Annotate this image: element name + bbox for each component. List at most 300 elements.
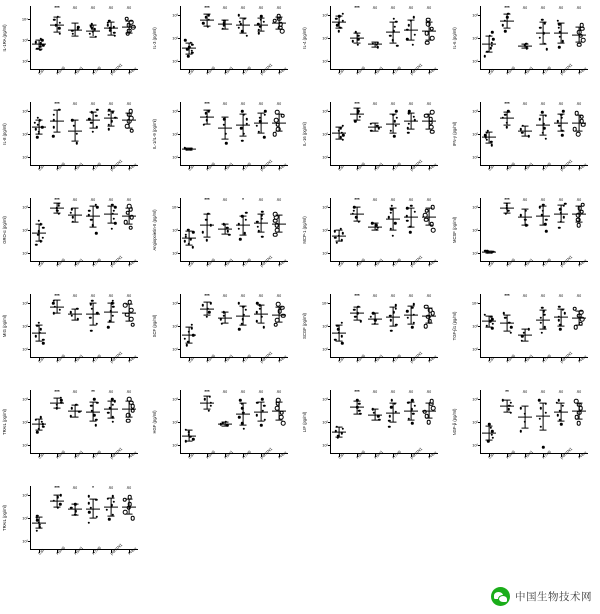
error-bar-cap [486,51,493,52]
data-point [389,35,391,37]
data-point [237,302,239,304]
x-tick-label: H5N1 [223,257,234,268]
data-point [260,424,262,426]
error-bar-cap [72,308,79,309]
error-bar [129,304,130,321]
y-tick-label: 10² [322,419,328,425]
y-tick-mark [478,326,481,327]
data-point [108,518,110,520]
x-tick-label: H5N6 [355,257,366,268]
error-bar-cap [258,421,265,422]
x-tick-label: H7N9 [91,65,102,76]
data-point [491,144,493,146]
significance-label: ns [72,197,78,202]
error-bar [429,208,430,225]
error-bar [111,303,112,322]
y-tick-label: 10¹ [22,154,28,160]
error-bar-cap [426,323,433,324]
y-tick-mark [328,326,331,327]
error-bar [39,224,40,241]
data-point [59,503,61,505]
data-point [342,134,344,136]
data-point [246,118,248,120]
significance-label: ns [126,5,132,10]
x-tick-label: pdH1N1 [109,254,124,268]
error-bar-cap [522,43,529,44]
data-point [107,412,109,414]
x-tick-labels [480,158,588,186]
error-bar [57,300,58,313]
error-bar [561,114,562,131]
data-point [491,31,493,33]
significance-label: ns [540,389,546,394]
error-bar-cap [54,17,61,18]
data-point [184,39,186,41]
significance-label: ns [276,5,282,10]
y-axis-label: IL-4 (pg/ml) [302,27,307,49]
data-point [490,47,492,49]
data-point [92,131,94,133]
error-bar [393,114,394,133]
data-point [395,125,397,127]
error-bar-cap [204,302,211,303]
data-point [202,304,204,306]
x-tick-label: H5N6 [55,257,66,268]
error-bar-cap [186,42,193,43]
error-bar-cap [90,518,97,519]
data-point [209,405,211,407]
data-point [342,232,344,234]
data-point [406,220,408,222]
error-bar-cap [36,49,43,50]
y-tick-mark [478,399,481,400]
significance-label: ns [108,101,114,106]
significance-label: ** [505,389,509,394]
error-bar-cap [204,409,211,410]
data-point [561,134,563,136]
significance-label: ns [240,293,246,298]
y-tick-mark [478,445,481,446]
error-bar [429,403,430,419]
chart-panel [300,96,450,192]
error-bar-cap [540,135,547,136]
significance-label: ns [222,5,228,10]
data-point [192,438,194,440]
y-tick-mark [328,134,331,135]
y-tick-mark [178,38,181,39]
error-bar-cap [540,402,547,403]
error-bar-cap [36,134,43,135]
error-bar [261,18,262,31]
significance-label: ns [276,101,282,106]
error-bar-cap [276,231,283,232]
y-axis-label: MCSF (pg/ml) [452,216,457,244]
error-bar-cap [126,498,133,499]
error-bar-cap [540,225,547,226]
significance-label: ns [126,485,132,490]
error-bar-cap [126,224,133,225]
error-bar-cap [258,322,265,323]
y-axis-label: TRAIL (pg/ml) [2,505,7,531]
error-bar-cap [36,120,43,121]
y-axis-label: IL-8 (pg/ml) [2,123,7,145]
error-bar-cap [540,310,547,311]
error-bar [129,21,130,34]
data-point [263,136,265,138]
error-bar-cap [240,306,247,307]
error-bar [75,405,76,417]
significance-label: ** [91,389,95,394]
data-point [59,33,61,35]
x-tick-label: H5N6 [355,353,366,364]
data-point [485,139,487,141]
error-bar-cap [408,129,415,130]
error-bar-cap [54,397,61,398]
x-axis [330,357,438,358]
error-bar [507,203,508,213]
error-bar-cap [36,324,43,325]
significance-label: ns [390,101,396,106]
data-point [413,16,415,18]
data-point [540,332,542,334]
error-bar-cap [354,413,361,414]
error-bar-cap [36,340,43,341]
x-tick-label: H5N1 [73,65,84,76]
y-tick-label: 10¹ [172,442,178,448]
error-bar [57,495,58,506]
error-bar [261,113,262,132]
data-point [393,135,395,137]
error-bar-cap [108,223,115,224]
significance-label: ns [90,101,96,106]
error-bar-cap [54,132,61,133]
data-point [411,326,413,328]
data-point [88,502,90,504]
data-point [91,300,93,302]
significance-label: *** [354,197,360,202]
error-bar-cap [354,319,361,320]
error-bar-cap [258,113,265,114]
error-bar-cap [486,131,493,132]
x-tick-labels [330,254,438,282]
significance-label: ns [126,197,132,202]
x-tick-labels [480,254,588,282]
x-tick-labels [330,62,438,90]
error-bar-cap [504,27,511,28]
error-bar-cap [258,214,265,215]
data-point [539,425,541,427]
significance-label: *** [504,5,510,10]
x-tick-label: H5N1 [73,353,84,364]
data-point [558,305,560,307]
chart-panel [0,288,150,384]
error-bar [375,409,376,420]
x-axis [180,357,288,358]
significance-label: ns [372,101,378,106]
data-point [521,132,523,134]
error-bar [243,403,244,425]
y-tick-label: 10³ [172,300,178,306]
error-bar-cap [276,419,283,420]
error-bar-cap [576,402,583,403]
data-point [96,109,98,111]
significance-label: ns [258,197,264,202]
error-bar-cap [540,114,547,115]
x-tick-labels [180,350,288,378]
x-axis [330,453,438,454]
error-bar-cap [222,426,229,427]
error-bar-cap [54,407,61,408]
data-point [396,45,398,47]
data-point [358,403,360,405]
significance-label: ns [390,5,396,10]
significance-label: ns [108,485,114,490]
significance-label: ns [540,101,546,106]
x-tick-label: H5N6 [355,161,366,172]
x-tick-label: Ctrl [187,163,195,172]
error-bar-cap [222,28,229,29]
significance-label: ns [72,293,78,298]
y-tick-label: 10¹ [172,154,178,160]
error-bar [39,120,40,134]
y-axis-label: Angiopoietin-II (pg/ml) [152,209,157,251]
y-axis-label: TRAIL (pg/ml) [2,409,7,435]
x-axis [30,261,138,262]
error-bar-cap [426,418,433,419]
error-bar-cap [126,128,133,129]
error-bar [579,206,580,222]
x-tick-label: Pneu [577,353,588,364]
error-bar-cap [426,113,433,114]
error-bar [225,312,226,323]
data-point [394,222,396,224]
x-tick-label: Ctrl [337,67,345,76]
plot-area [471,293,588,358]
significance-label: ns [108,5,114,10]
data-point [130,128,135,133]
chart-panel [450,96,600,192]
error-bar-cap [276,215,283,216]
data-point [238,228,240,230]
significance-label: *** [504,101,510,106]
chart-panel [150,192,300,288]
x-tick-label: Pneu [277,449,288,460]
x-tick-label: H5N6 [205,353,216,364]
error-bar-cap [540,44,547,45]
y-tick-mark [28,19,31,20]
data-point [556,20,558,22]
error-bar [507,112,508,126]
data-point [577,223,582,228]
data-point [483,55,485,57]
y-tick-mark [328,111,331,112]
data-point [112,315,114,317]
y-tick-label: 10³ [172,396,178,402]
data-point [241,140,243,142]
error-bar-cap [90,128,97,129]
x-tick-label: H5N6 [505,65,516,76]
x-axis [330,261,438,262]
data-point [225,142,227,144]
significance-label: ns [408,101,414,106]
error-bar-cap [222,223,229,224]
significance-label: ns [108,197,114,202]
data-point [34,335,36,337]
x-axis [480,261,588,262]
x-tick-label: Pneu [127,161,138,172]
x-tick-label: Ctrl [337,451,345,460]
data-point [128,225,133,230]
x-tick-label: Pneu [127,65,138,76]
error-bar [129,499,130,515]
error-bar-cap [408,306,415,307]
data-point [431,228,436,233]
chart-panel [150,288,300,384]
significance-label: ns [522,5,528,10]
error-bar [339,325,340,341]
error-bar [93,499,94,518]
plot-area [472,101,588,166]
y-axis-label: TGF-β1 (pg/ml) [452,311,457,341]
error-bar-cap [54,300,61,301]
error-bar-cap [90,226,97,227]
error-bar-cap [126,207,133,208]
significance-label: *** [54,485,60,490]
x-tick-label: H7N9 [391,65,402,76]
error-bar [579,115,580,131]
error-bar [243,216,244,235]
chart-panel [450,0,600,96]
data-point [106,509,108,511]
significance-label: ns [408,389,414,394]
data-point [544,412,546,414]
error-bar-cap [72,222,79,223]
error-bar [393,307,394,326]
error-bar-cap [240,113,247,114]
data-point [261,236,263,238]
error-bar [543,115,544,135]
data-point [335,17,337,19]
data-point [90,329,92,331]
plot-area [172,5,288,70]
y-axis-label: SCF (pg/ml) [152,314,157,338]
x-tick-label: Pneu [127,545,138,556]
data-point [272,132,277,137]
x-tick-label: H7N9 [541,161,552,172]
data-point [187,55,189,57]
data-point [538,399,540,401]
data-point [219,318,221,320]
x-tick-label: H5N1 [523,161,534,172]
plot-area [472,389,588,454]
error-bar [189,43,190,54]
error-bar-cap [126,20,133,21]
y-tick-label: 10³ [472,396,478,402]
chart-panel [150,384,300,480]
data-point [226,230,228,232]
error-bar [375,313,376,324]
error-bar-cap [426,129,433,130]
significance-label: ns [408,293,414,298]
data-point [52,113,54,115]
data-point [42,237,44,239]
y-tick-mark [28,207,31,208]
error-bar-cap [54,313,61,314]
x-tick-label: Pneu [427,161,438,172]
x-tick-label: Ctrl [37,355,45,364]
error-bar-cap [36,241,43,242]
error-bar-cap [90,206,97,207]
error-bar-cap [72,140,79,141]
error-bar [561,309,562,325]
error-bar-cap [522,126,529,127]
y-tick-mark [28,40,31,41]
significance-label: ns [408,5,414,10]
y-tick-mark [28,111,31,112]
error-bar-cap [522,225,529,226]
error-bar-cap [426,208,433,209]
error-bar-cap [54,110,61,111]
x-tick-label: H7N9 [241,65,252,76]
error-bar-cap [486,425,493,426]
significance-label: *** [54,293,60,298]
significance-label: *** [354,389,360,394]
significance-label: ns [576,389,582,394]
error-bar-cap [372,313,379,314]
significance-label: ns [372,5,378,10]
y-tick-label: 10² [22,58,28,64]
error-bar-cap [36,430,43,431]
significance-label: *** [354,101,360,106]
data-point [558,27,560,29]
chart-panel [0,192,150,288]
data-point [564,312,566,314]
significance-label: ns [240,5,246,10]
data-point [389,415,391,417]
error-bar-cap [72,514,79,515]
y-tick-mark [28,399,31,400]
error-bar [525,126,526,136]
y-tick-mark [478,61,481,62]
x-axis [30,453,138,454]
error-bar-cap [204,236,211,237]
significance-label: ns [72,389,78,394]
data-point [88,521,90,523]
y-tick-label: 10² [22,515,28,521]
error-bar [111,498,112,515]
error-bar-cap [372,131,379,132]
data-point [377,415,379,417]
data-point [42,342,44,344]
error-bar-cap [54,213,61,214]
data-point [507,209,509,211]
error-bar [579,27,580,42]
error-bar-cap [276,17,283,18]
data-point [202,22,204,24]
error-bar-cap [336,28,343,29]
y-tick-label: 10² [472,227,478,233]
error-bar-cap [54,203,61,204]
error-bar-cap [222,323,229,324]
data-point [258,32,260,34]
data-point [558,227,560,229]
error-bar-cap [522,136,529,137]
x-tick-label: Pneu [427,353,438,364]
plot-area [22,485,138,550]
y-tick-label: 10² [322,346,328,352]
data-point [563,216,565,218]
error-bar-cap [576,130,583,131]
